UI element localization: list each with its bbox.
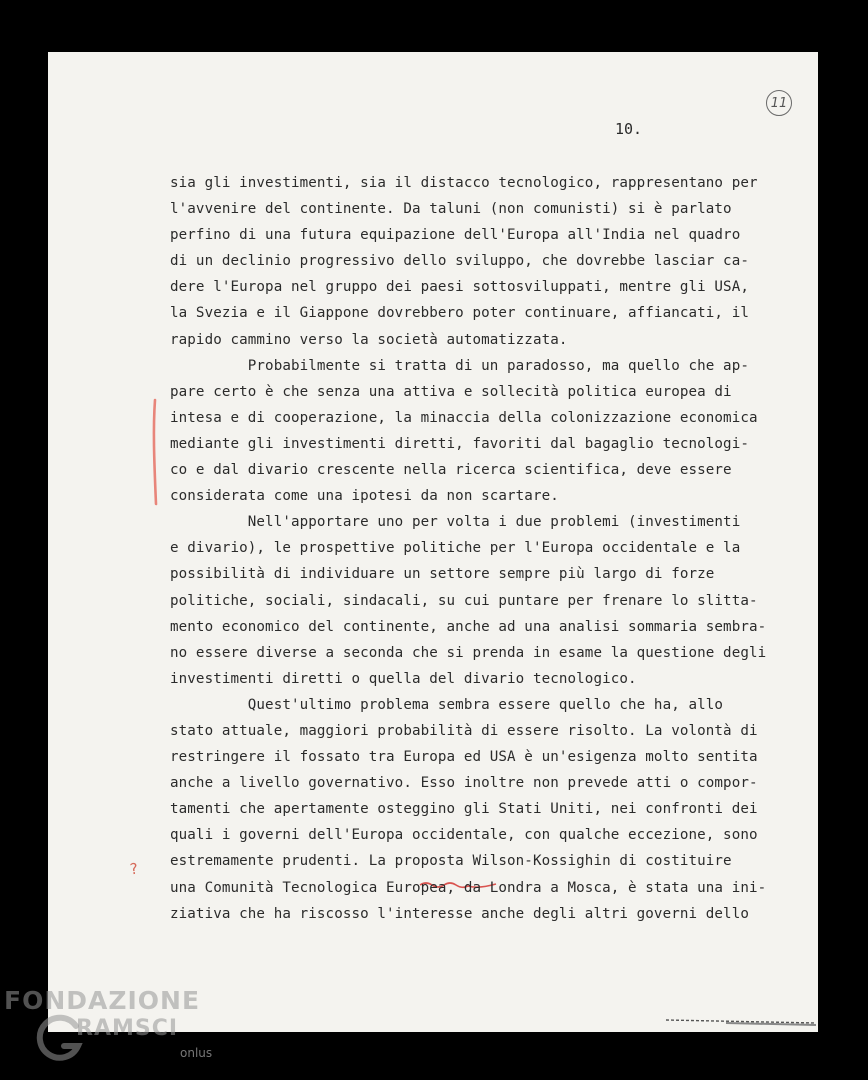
text-line: la Svezia e il Giappone dovrebbero poter continuare, affiancati, il (170, 305, 749, 322)
text-line: investimenti diretti o quella del divario tecnologico. (170, 670, 637, 687)
foundation-watermark (4, 986, 224, 1076)
text-line: Probabilmente si tratta di un paradosso, ma quello che ap- (170, 357, 749, 374)
text-line: considerata come una ipotesi da non scartare. (170, 488, 559, 505)
text-line: stato attuale, maggiori probabilità di essere risolto. La volontà di (170, 722, 758, 739)
text-line: mediante gli investimenti diretti, favoriti dal bagaglio tecnologi- (170, 435, 749, 452)
text-line: perfino di una futura equipazione dell'Europa all'India nel quadro (170, 227, 741, 244)
text-line: rapido cammino verso la società automatizzata. (170, 331, 568, 348)
text-line: possibilità di individuare un settore sempre più largo di forze (170, 566, 715, 583)
text-line: intesa e di cooperazione, la minaccia della colonizzazione economica (170, 409, 758, 426)
margin-highlight-mark (152, 398, 158, 506)
margin-question-mark: ? (128, 859, 140, 879)
text-line: quali i governi dell'Europa occidentale, con qualche eccezione, sono (170, 827, 758, 844)
watermark-onlus: onlus (180, 1046, 213, 1060)
page-number: 10. (615, 120, 643, 138)
watermark-name: FONDAZIONE (4, 986, 201, 1015)
text-line: Nell'apportare uno per volta i due problemi (investimenti (170, 514, 741, 531)
text-line: politiche, sociali, sindacali, su cui puntare per frenare lo slitta- (170, 592, 758, 609)
archive-page-number: 11 (766, 90, 792, 116)
text-line: e divario), le prospettive politiche per l'Europa occidentale e la (170, 540, 741, 557)
document-page (48, 52, 818, 1032)
text-line: no essere diverse a seconda che si prenda in esame la questione degli (170, 644, 767, 661)
text-line: l'avvenire del continente. Da taluni (non comunisti) si è parlato (170, 201, 732, 218)
text-line: una Comunità Tecnologica Europea, da Londra a Mosca, è stata una ini- (170, 879, 767, 896)
text-line: di un declinio progressivo dello sviluppo, che dovrebbe lasciar ca- (170, 253, 749, 270)
text-line: estremamente prudenti. La proposta Wilson-Kossighin di costituire (170, 853, 732, 870)
text-line: Quest'ultimo problema sembra essere quello che ha, allo (170, 696, 724, 713)
text-line: anche a livello governativo. Esso inoltre non prevede atti o compor- (170, 775, 758, 792)
text-line: co e dal divario crescente nella ricerca scientifica, deve essere (170, 462, 732, 479)
text-line: tamenti che apertamente osteggino gli Stati Uniti, nei confronti dei (170, 801, 758, 818)
text-line: mento economico del continente, anche ad una analisi sommaria sembra- (170, 618, 767, 635)
watermark-surname: RAMSCI (76, 1016, 179, 1041)
text-line: pare certo è che senza una attiva e sollecità politica europea di (170, 383, 732, 400)
body-text (170, 170, 810, 927)
text-line: ziativa che ha riscosso l'interesse anche degli altri governi dello (170, 905, 749, 922)
text-line: restringere il fossato tra Europa ed USA è un'esigenza molto sentita (170, 749, 758, 766)
text-line: sia gli investimenti, sia il distacco tecnologico, rappresentano per (170, 175, 758, 191)
text-line: dere l'Europa nel gruppo dei paesi sottosviluppati, mentre gli USA, (170, 279, 749, 296)
paper-edge-smudge (666, 1014, 816, 1028)
